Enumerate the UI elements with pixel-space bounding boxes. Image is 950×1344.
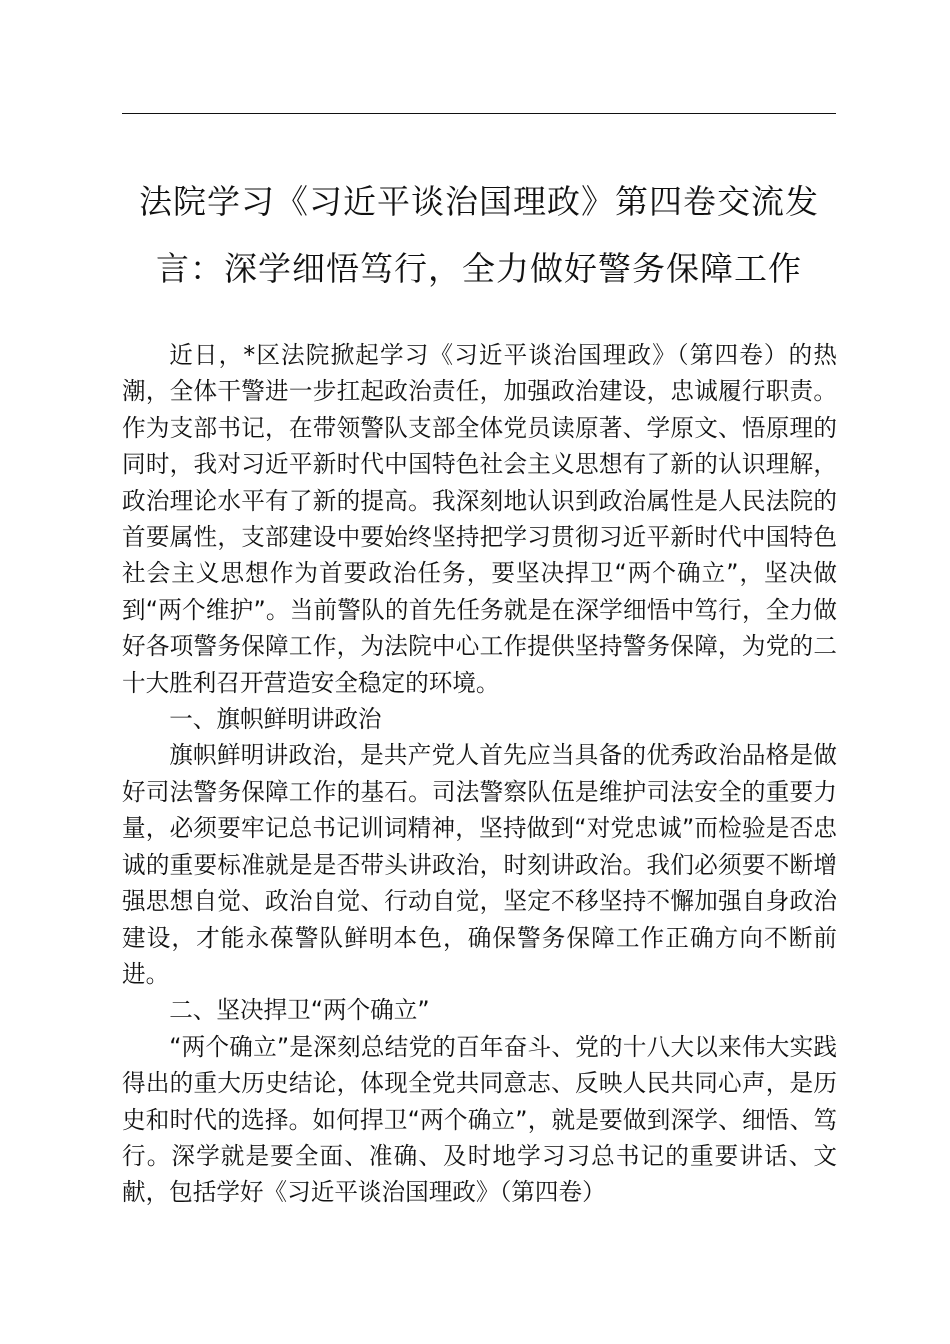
document-title: 法院学习《习近平谈治国理政》第四卷交流发 言：深学细悟笃行，全力做好警务保障工作 — [139, 182, 819, 288]
section-heading-2: 二、坚决捍卫“两个确立” — [169, 996, 430, 1025]
header-rule — [122, 113, 836, 114]
paragraph-intro: 近日，*区法院掀起学习《习近平谈治国理政》（第四卷）的热潮，全体干警进一步扛起政治责任，加强政治建设，忠诚履行职责。作为支部书记，在带领警队支部全体党员读原著、学原文、悟原理的同时，我对习近平新时代中国特色社会主义思想有了新的认识理解，政治理论水平有了新的提高。我深刻地认识到政治属性是人民法院的首要属性，支部建设中要始终坚持把学习贯彻习近平新时代中国特色社会主义思想作为首要政治任务，要坚决捍卫“两个确立”，坚决做到“两个维护”。当前警队的首先任务就是在深学细悟中笃行，全力做好各项警务保障工作，为法院中心工作提供坚持警务保障，为党的二十大胜利召开营造安全稳定的环境。 — [122, 341, 837, 697]
paragraph-section-2: “两个确立”是深刻总结党的百年奋斗、党的十八大以来伟大实践得出的重大历史结论，体现全党共同意志、反映人民共同心声，是历史和时代的选择。如何捍卫“两个确立”，就是要做到深学、细悟、笃行。深学就是要全面、准确、及时地学习习总书记的重要讲话、文献，包括学好《习近平谈治国理政》（第四卷） — [122, 1032, 837, 1207]
section-heading-1: 一、旗帜鲜明讲政治 — [169, 705, 382, 734]
paragraph-section-1: 旗帜鲜明讲政治，是共产党人首先应当具备的优秀政治品格是做好司法警务保障工作的基石。司法警察队伍是维护司法安全的重要力量，必须要牢记总书记训词精神，坚持做到“对党忠诚”而检验是否忠诚的重要标准就是是否带头讲政治，时刻讲政治。我们必须要不断增强思想自觉、政治自觉、行动自觉，坚定不移坚持不懈加强自身政治建设，才能永葆警队鲜明本色，确保警务保障工作正确方向不断前进。 — [122, 741, 837, 988]
document-body — [122, 337, 837, 1211]
